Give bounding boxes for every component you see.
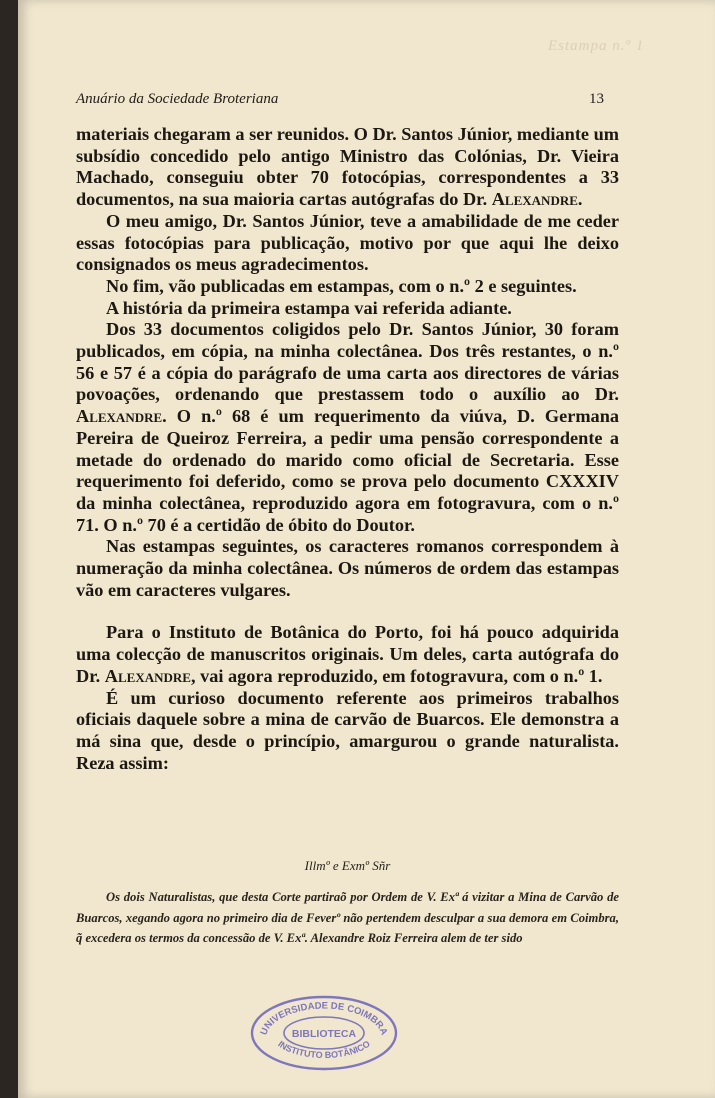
author-name-smallcaps: Alexandre xyxy=(76,406,163,427)
paragraph-5-text: Dos 33 documentos coligidos pelo Dr. Santos Júnior, 30 foram publicados, em cópia, na minha colectânea. Dos três restantes, o n.º 56 e 57 é a cópia do parágrafo de uma carta aos directores de várias povoações, ordenando que prestassem todo o auxílio ao Dr. xyxy=(76,319,619,405)
stamp-middle-text: BIBLIOTECA xyxy=(291,1028,357,1040)
stamp-top-text: UNIVERSIDADE DE COIMBRA xyxy=(258,1000,390,1037)
stamp-bottom-text: INSTITUTO BOTÂNICO xyxy=(276,1038,372,1061)
paragraph-4: A história da primeira estampa vai referida adiante. xyxy=(106,297,512,318)
body-text xyxy=(76,124,619,774)
paragraph-1-end: . xyxy=(577,189,583,210)
running-title: Anuário da Sociedade Broteriana xyxy=(76,91,279,107)
paragraph-8: É um curioso documento referente aos primeiros trabalhos oficiais daquele sobre a mina de carvão de Buarcos. Ele demonstra a má sina que, desde o princípio, amargurou o grande naturalista. Reza assim: xyxy=(76,687,619,773)
paragraph-6: Nas estampas seguintes, os caracteres romanos correspondem à numeração da minha colectânea. Os números de ordem das estampas vão em caracteres vulgares. xyxy=(76,536,619,600)
page-header xyxy=(76,91,604,108)
page-number: 13 xyxy=(589,91,604,107)
letter-salutation: Illmº e Exmº Sñr xyxy=(304,858,391,873)
paragraph-7 xyxy=(76,622,619,687)
paragraph-7-text: Para o Instituto de Botânica do Porto, foi há pouco adquirida uma colecção de manuscritos originais. Um deles, carta autógrafa do Dr. xyxy=(76,622,619,686)
paragraph-2: O meu amigo, Dr. Santos Júnior, teve a amabilidade de me ceder essas fotocópias para publicação, motivo por que aqui lhe deixo consignados os meus agradecimentos. xyxy=(76,210,619,275)
paragraph-1-text: materiais chegaram a ser reunidos. O Dr. Santos Júnior, mediante um subsídio concedido pelo antigo Ministro das Colónias, Dr. Vieira Machado, conseguiu obter 70 fotocópias, correspondentes a 33 documentos, na sua maioria cartas autógrafas do Dr. xyxy=(76,124,619,210)
paragraph-5-end: . O n.º 68 é um requerimento da viúva, D. Germana Pereira de Queiroz Ferreira, a pedir uma pensão correspondente a metade do ordenado do marido como oficial de Secretaria. Esse requerimento foi deferido, como se prova pelo documento CXXXIV da minha colectânea, reproduzido agora em fotogravura, com o n.º 71. O n.º 70 é a certidão de óbito do Doutor. xyxy=(76,406,619,535)
author-name-smallcaps: Alexandre xyxy=(104,665,191,686)
show-through-text: Estampa n.º 1 xyxy=(548,38,645,54)
letter-transcription xyxy=(76,887,619,949)
paragraph-3: No fim, vão publicadas em estampas, com o n.º 2 e seguintes. xyxy=(106,275,577,296)
library-stamp xyxy=(249,993,399,1071)
paragraph-1 xyxy=(76,124,619,211)
paragraph-5 xyxy=(76,319,619,536)
author-name-smallcaps: Alexandre xyxy=(491,189,578,210)
paragraph-7-end: , vai agora reproduzido, em fotogravura, com o n.º 1. xyxy=(190,665,603,686)
letter-text: Os dois Naturalistas, que desta Corte partiraõ por Ordem de V. Exª á vizitar a Mina de Carvão de Buarcos, xegando agora no primeiro dia de Feverº não pertendem desculpar a sua demora em Coimbra, q̃ excedera os termos da concessão de V. Exª. Alexandre Roiz Ferreira alem de ter sido xyxy=(76,890,619,946)
book-page xyxy=(18,0,715,1098)
